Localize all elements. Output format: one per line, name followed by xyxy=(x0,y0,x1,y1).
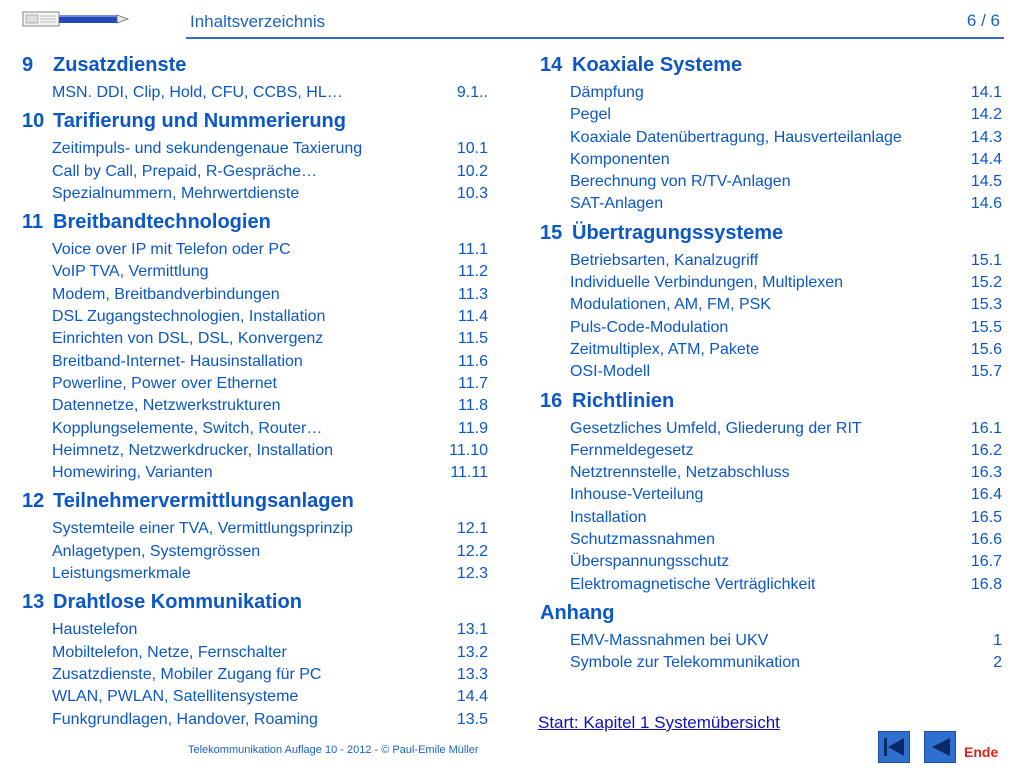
section-title: Übertragungssysteme xyxy=(572,221,784,244)
section-title: Zusatzdienste xyxy=(53,54,187,76)
toc-section xyxy=(22,108,488,205)
section-title: Richtlinien xyxy=(572,389,675,412)
toc-entry[interactable] xyxy=(570,127,1002,149)
toc-entry[interactable] xyxy=(570,652,1002,674)
toc-entry-label: Inhouse-Verteilung xyxy=(570,486,704,504)
toc-entry-label: Berechnung von R/TV-Anlagen xyxy=(570,173,791,191)
toc-entry-label: Call by Call, Prepaid, R-Gespräche… xyxy=(52,162,317,180)
toc-entry-label: Breitband-Internet- Hausinstallation xyxy=(52,352,303,370)
header xyxy=(0,0,1024,40)
section-heading[interactable] xyxy=(540,388,1002,418)
toc-entry-label: DSL Zugangstechnologien, Installation xyxy=(52,308,326,326)
toc-entry-label: Zeitimpuls- und sekundengenaue Taxierung xyxy=(52,140,363,158)
toc-entry-label: Elektromagnetische Verträglichkeit xyxy=(570,575,816,593)
toc-entry-label: Installation xyxy=(570,508,647,526)
toc-entry-label: Schutzmassnahmen xyxy=(570,531,715,549)
toc-entry[interactable] xyxy=(52,351,488,373)
section-title: Drahtlose Kommunikation xyxy=(53,591,302,614)
section-items xyxy=(52,138,488,205)
toc-entry-label: VoIP TVA, Vermittlung xyxy=(52,263,209,281)
previous-page-icon xyxy=(925,732,955,762)
section-heading[interactable] xyxy=(22,488,488,518)
toc-entry[interactable] xyxy=(52,686,488,708)
toc-entry-label: Voice over IP mit Telefon oder PC xyxy=(52,241,291,259)
toc-entry-label: Individuelle Verbindungen, Multiplexen xyxy=(570,274,844,292)
toc-entry[interactable] xyxy=(52,440,488,462)
toc-section xyxy=(22,209,488,484)
toc-entry[interactable] xyxy=(570,250,1002,272)
toc-entry-page-ref: 16.7 xyxy=(970,553,1002,571)
toc-right-column xyxy=(540,52,1002,679)
toc-entry[interactable] xyxy=(570,149,1002,171)
toc-entry[interactable] xyxy=(52,541,488,563)
section-number: 12 xyxy=(22,490,45,513)
toc-entry-page-ref: 14.4 xyxy=(456,688,488,706)
toc-section xyxy=(540,52,1002,216)
section-items xyxy=(52,619,488,730)
toc-entry[interactable] xyxy=(570,507,1002,529)
start-chapter-link[interactable]: Start: Kapitel 1 Systemübersicht xyxy=(538,713,780,732)
footer-copyright: Telekommunikation Auflage 10 - 2012 - © Paul-Emile Müller xyxy=(188,744,479,756)
toc-entry-label: Gesetzliches Umfeld, Gliederung der RIT xyxy=(570,419,862,437)
toc-entry-page-ref: 11.1 xyxy=(458,241,488,259)
toc-entry-page-ref: 11.10 xyxy=(449,441,488,459)
toc-entry-label: SAT-Anlagen xyxy=(570,195,664,213)
toc-entry-page-ref: 16.3 xyxy=(970,464,1002,482)
toc-entry[interactable] xyxy=(570,272,1002,294)
toc-entry-page-ref: 14.6 xyxy=(970,195,1002,213)
toc-entry[interactable] xyxy=(570,630,1002,652)
toc-entry-label: Haustelefon xyxy=(52,621,138,639)
toc-entry-page-ref: 15.5 xyxy=(970,318,1002,336)
section-title: Tarifierung und Nummerierung xyxy=(53,110,346,133)
toc-entry[interactable] xyxy=(570,294,1002,316)
toc-entry[interactable] xyxy=(52,183,488,205)
toc-entry[interactable] xyxy=(570,339,1002,361)
toc-entry-page-ref: 10.3 xyxy=(456,184,488,202)
toc-entry[interactable] xyxy=(52,518,488,540)
toc-entry[interactable] xyxy=(570,82,1002,104)
toc-entry-label: Betriebsarten, Kanalzugriff xyxy=(570,251,759,269)
toc-entry-label: Leistungsmerkmale xyxy=(52,565,191,583)
toc-entry-page-ref: 13.5 xyxy=(456,710,488,728)
section-items xyxy=(52,82,488,104)
toc-entry-page-ref: 13.1 xyxy=(456,621,488,639)
toc-entry-page-ref: 16.8 xyxy=(970,575,1002,593)
toc-entry-label: Dämpfung xyxy=(570,84,644,101)
section-heading[interactable] xyxy=(540,600,1002,630)
section-items xyxy=(52,518,488,585)
section-number: 13 xyxy=(22,591,45,614)
toc-entry-page-ref: 16.6 xyxy=(970,531,1002,549)
toc-entry-page-ref: 16.5 xyxy=(970,508,1002,526)
toc-entry-label: Einrichten von DSL, DSL, Konvergenz xyxy=(52,330,324,348)
page-title: Inhaltsverzeichnis xyxy=(190,12,326,31)
toc-entry-page-ref: 14.5 xyxy=(970,173,1002,191)
section-number: 14 xyxy=(540,54,563,76)
toc-entry-label: Zeitmultiplex, ATM, Pakete xyxy=(570,340,760,358)
section-heading[interactable] xyxy=(540,52,1002,82)
toc-entry[interactable] xyxy=(570,317,1002,339)
toc-entry-label: Systemteile einer TVA, Vermittlungsprinzip xyxy=(52,520,353,538)
toc-entry[interactable] xyxy=(52,138,488,160)
toc-section xyxy=(540,388,1002,596)
toc-entry[interactable] xyxy=(570,484,1002,506)
section-heading[interactable] xyxy=(540,220,1002,250)
toc-entry-page-ref: 14.2 xyxy=(970,106,1002,124)
toc-entry-page-ref: 2 xyxy=(993,654,1002,672)
section-number: 16 xyxy=(540,389,563,412)
toc-entry[interactable] xyxy=(52,395,488,417)
section-title: Breitbandtechnologien xyxy=(53,211,271,234)
toc-entry-page-ref: 10.1 xyxy=(456,140,488,158)
toc-entry-label: Modem, Breitbandverbindungen xyxy=(52,285,280,303)
toc-entry-page-ref: 12.3 xyxy=(456,565,488,583)
toc-entry-label: Symbole zur Telekommunikation xyxy=(570,654,801,672)
toc-entry-label: Puls-Code-Modulation xyxy=(570,318,729,336)
section-items xyxy=(52,239,488,484)
toc-entry-page-ref: 11.4 xyxy=(458,308,488,326)
toc-entry-page-ref: 15.6 xyxy=(970,340,1002,358)
toc-entry-page-ref: 15.1 xyxy=(970,251,1002,269)
toc-entry-page-ref: 12.1 xyxy=(456,520,488,538)
toc-entry-label: MSN. DDI, Clip, Hold, CFU, CCBS, HL… xyxy=(52,84,343,101)
toc-entry-label: Fernmeldegesetz xyxy=(570,441,694,459)
section-number: 15 xyxy=(540,221,563,244)
section-heading[interactable] xyxy=(22,108,488,138)
phone-connector-logo-icon xyxy=(22,8,130,30)
toc-entry-label: Zusatzdienste, Mobiler Zugang für PC xyxy=(52,665,322,683)
toc-entry-label: EMV-Massnahmen bei UKV xyxy=(570,631,769,649)
toc-entry[interactable] xyxy=(52,239,488,261)
toc-entry-label: OSI-Modell xyxy=(570,363,651,381)
section-title: Koaxiale Systeme xyxy=(572,54,743,76)
toc-entry-page-ref: 1 xyxy=(993,631,1002,649)
section-title: Teilnehmervermittlungsanlagen xyxy=(53,490,354,513)
section-heading[interactable] xyxy=(22,209,488,239)
toc-entry-page-ref: 15.3 xyxy=(970,296,1002,314)
toc-entry-page-ref: 16.4 xyxy=(970,486,1002,504)
toc-entry-label: Spezialnummern, Mehrwertdienste xyxy=(52,184,300,202)
section-title: Anhang xyxy=(540,601,615,624)
toc-entry[interactable] xyxy=(52,563,488,585)
section-number: 9 xyxy=(22,54,34,76)
toc-entry-page-ref: 16.2 xyxy=(970,441,1002,459)
toc-entry-label: Komponenten xyxy=(570,150,670,168)
toc-entry[interactable] xyxy=(52,82,488,104)
toc-entry[interactable] xyxy=(52,373,488,395)
section-number: 11 xyxy=(22,211,44,234)
toc-entry[interactable] xyxy=(52,709,488,731)
toc-entry-page-ref: 11.2 xyxy=(458,263,488,281)
skip-to-first-icon xyxy=(879,732,909,762)
toc-entry[interactable] xyxy=(570,440,1002,462)
toc-entry-page-ref: 11.3 xyxy=(458,285,488,303)
toc-entry[interactable] xyxy=(52,328,488,350)
toc-entry[interactable] xyxy=(570,104,1002,126)
section-heading[interactable] xyxy=(22,52,488,82)
toc-entry-page-ref: 14.4 xyxy=(970,150,1002,168)
toc-entry-label: Pegel xyxy=(570,106,611,124)
toc-section xyxy=(540,600,1002,675)
toc-entry[interactable] xyxy=(52,161,488,183)
toc-entry[interactable] xyxy=(570,193,1002,215)
toc-entry[interactable] xyxy=(52,284,488,306)
toc-entry-page-ref: 15.2 xyxy=(970,274,1002,292)
toc-entry-page-ref: 11.7 xyxy=(458,374,488,392)
toc-entry-page-ref: 12.2 xyxy=(456,542,488,560)
toc-entry[interactable] xyxy=(570,462,1002,484)
first-page-button[interactable] xyxy=(878,731,910,763)
toc-entry-page-ref: 11.11 xyxy=(450,464,488,482)
toc-entry-page-ref: 13.2 xyxy=(456,643,488,661)
toc-entry-page-ref: 9.1.. xyxy=(456,84,488,101)
toc-entry-page-ref: 15.7 xyxy=(970,363,1002,381)
toc-entry-page-ref: 10.2 xyxy=(456,162,488,180)
toc-entry[interactable] xyxy=(52,642,488,664)
toc-entry-page-ref: 11.6 xyxy=(458,352,488,370)
toc-left-column xyxy=(22,52,488,735)
section-number: 10 xyxy=(22,110,45,133)
end-button[interactable]: Ende xyxy=(964,744,999,760)
previous-page-button[interactable] xyxy=(924,731,956,763)
toc-entry-label: WLAN, PWLAN, Satellitensysteme xyxy=(52,688,299,706)
section-items xyxy=(570,630,1002,675)
toc-entry-label: Netztrennstelle, Netzabschluss xyxy=(570,464,790,482)
toc-entry-page-ref: 11.8 xyxy=(458,397,488,415)
toc-entry[interactable] xyxy=(52,261,488,283)
toc-entry-page-ref: 14.3 xyxy=(970,128,1002,146)
toc-entry[interactable] xyxy=(52,418,488,440)
toc-entry-label: Anlagetypen, Systemgrössen xyxy=(52,542,261,560)
header-divider xyxy=(186,37,1004,39)
toc-section xyxy=(540,220,1002,384)
toc-entry-page-ref: 11.5 xyxy=(458,330,488,348)
toc-entry[interactable] xyxy=(570,361,1002,383)
toc-entry-label: Datennetze, Netzwerkstrukturen xyxy=(52,397,281,415)
toc-entry[interactable] xyxy=(570,529,1002,551)
section-items xyxy=(570,250,1002,384)
toc-entry-label: Homewiring, Varianten xyxy=(52,464,213,482)
section-items xyxy=(570,82,1002,216)
toc-section xyxy=(22,52,488,104)
toc-entry-label: Powerline, Power over Ethernet xyxy=(52,374,277,392)
toc-entry[interactable] xyxy=(570,551,1002,573)
toc-entry-page-ref: 16.1 xyxy=(970,419,1002,437)
toc-entry-label: Funkgrundlagen, Handover, Roaming xyxy=(52,710,318,728)
toc-section xyxy=(22,488,488,585)
toc-entry[interactable] xyxy=(52,619,488,641)
toc-section xyxy=(22,589,488,730)
toc-entry[interactable] xyxy=(52,664,488,686)
page-number: 6 / 6 xyxy=(966,11,1000,30)
toc-entry-label: Mobiltelefon, Netze, Fernschalter xyxy=(52,643,287,661)
toc-entry-page-ref: 14.1 xyxy=(970,84,1002,101)
section-items xyxy=(570,418,1002,596)
toc-entry-page-ref: 11.9 xyxy=(458,419,488,437)
section-heading[interactable] xyxy=(22,589,488,619)
toc-entry[interactable] xyxy=(570,574,1002,596)
toc-entry[interactable] xyxy=(52,462,488,484)
toc-entry-label: Kopplungselemente, Switch, Router… xyxy=(52,419,323,437)
toc-entry[interactable] xyxy=(570,418,1002,440)
toc-entry-label: Überspannungsschutz xyxy=(570,553,730,571)
toc-entry-label: Koaxiale Datenübertragung, Hausverteilanlage xyxy=(570,128,902,146)
toc-entry-label: Heimnetz, Netzwerkdrucker, Installation xyxy=(52,441,333,459)
toc-entry[interactable] xyxy=(52,306,488,328)
toc-entry[interactable] xyxy=(570,171,1002,193)
toc-entry-label: Modulationen, AM, FM, PSK xyxy=(570,296,771,314)
toc-entry-page-ref: 13.3 xyxy=(456,665,488,683)
